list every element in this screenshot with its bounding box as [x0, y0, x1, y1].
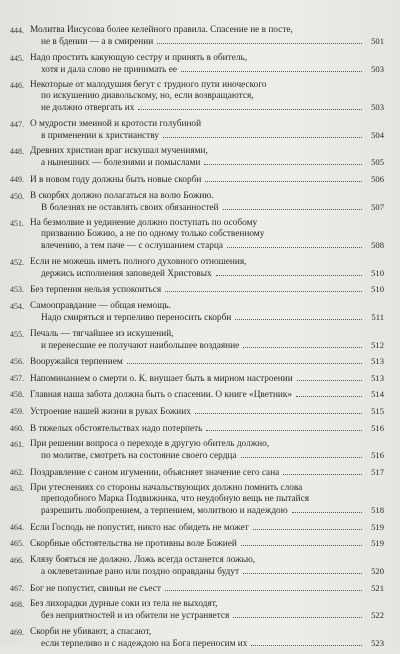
toc-entry — [10, 329, 384, 352]
entry-line — [30, 467, 384, 479]
entry-number: 446. — [10, 81, 24, 91]
entry-number: 460. — [10, 423, 24, 433]
entry-body — [30, 218, 384, 252]
page-number: 510 — [371, 284, 384, 295]
entry-title-text: Устроение нашей жизни в руках Божиих — [30, 406, 191, 417]
entry-title-text: Надо смиряться и терпеливо переносить скорби — [41, 312, 232, 323]
entry-number: 456. — [10, 357, 24, 367]
entry-title-text: Молитва Иисусова более келейного правила. Спасение не в посте, — [30, 25, 293, 35]
dot-leader — [283, 474, 362, 475]
entry-line — [30, 439, 384, 450]
dot-leader — [163, 137, 362, 138]
entry-line — [30, 450, 384, 462]
page-number: 506 — [371, 173, 384, 184]
page-number: 515 — [371, 405, 384, 416]
page-number: 503 — [371, 102, 384, 113]
entry-line — [30, 202, 384, 214]
entry-line — [30, 583, 384, 595]
toc-entry — [10, 467, 384, 479]
toc-entry — [10, 284, 384, 296]
entry-number: 461. — [10, 440, 24, 450]
entry-number: 444. — [10, 26, 24, 35]
dot-leader — [292, 512, 362, 513]
dot-leader — [251, 645, 362, 646]
entry-line — [30, 505, 384, 517]
entry-number: 448. — [10, 147, 24, 157]
entry-number: 463. — [10, 484, 24, 494]
entry-line — [30, 599, 384, 610]
entry-title-text: В скорбях должно полагаться на волю Божию. — [30, 190, 214, 201]
entry-title-text: влечению, а тем паче — с ослушанием старца — [41, 241, 223, 252]
page-number: 523 — [371, 637, 384, 648]
toc-entry — [10, 538, 384, 550]
entry-line — [30, 566, 384, 578]
entry-number: 457. — [10, 373, 24, 383]
entry-body — [30, 627, 384, 650]
entry-number: 452. — [10, 257, 24, 267]
dot-leader — [235, 319, 362, 320]
entry-number: 468. — [10, 600, 24, 610]
entry-number: 465. — [10, 539, 24, 549]
entry-line — [30, 329, 384, 340]
entry-body — [30, 406, 384, 418]
entry-body — [30, 423, 384, 435]
entry-number: 464. — [10, 522, 24, 532]
toc-entry — [10, 191, 384, 214]
entry-body — [30, 467, 384, 479]
entry-line — [30, 218, 384, 229]
toc-entry — [10, 389, 384, 401]
entry-number: 453. — [10, 285, 24, 295]
page-number: 521 — [371, 582, 384, 593]
entry-body — [30, 53, 384, 76]
entry-line — [30, 555, 384, 566]
entry-title-text: Если не можешь иметь полного духовного отношения, — [30, 256, 247, 267]
entry-number: 451. — [10, 219, 24, 229]
dot-leader — [297, 380, 362, 381]
toc-entry — [10, 373, 384, 385]
page-number: 518 — [371, 505, 384, 516]
entry-line — [30, 406, 384, 418]
entry-title-text: При утеснениях со стороны начальствующих должно помнить слова — [30, 483, 303, 494]
entry-title-text: если терпеливо и с надеждою на Бога переносим их — [41, 638, 248, 649]
entry-number: 450. — [10, 191, 24, 201]
toc-entry — [10, 406, 384, 418]
entry-line — [30, 91, 384, 102]
entry-line — [30, 522, 384, 534]
toc-entry — [10, 555, 384, 578]
entry-body — [30, 301, 384, 324]
entry-title-text: без неприятностей и из обители не устраняется — [41, 611, 230, 622]
entry-line — [30, 36, 384, 48]
entry-title-text: И в новом году должны быть новые скорби — [30, 174, 202, 185]
entry-body — [30, 329, 384, 352]
entry-body — [30, 174, 384, 186]
entry-title-text: Печаль — тягчайшее из искушений, — [30, 328, 174, 339]
page-number: 504 — [371, 129, 384, 140]
entry-number: 445. — [10, 53, 24, 63]
entry-line — [30, 191, 384, 202]
entry-body — [30, 284, 384, 296]
entry-line — [30, 638, 384, 650]
entry-title-text: В болезнях не оставлять своих обязанностей — [41, 202, 219, 213]
entry-body — [30, 25, 384, 48]
entry-line — [30, 373, 384, 385]
toc-entry — [10, 218, 384, 252]
entry-title-text: разрешить любопрением, а терпением, молитвою и надеждою — [41, 506, 288, 517]
dot-leader — [205, 181, 362, 182]
entry-number: 447. — [10, 119, 24, 129]
entry-line — [30, 284, 384, 296]
entry-title-text: Бог не попустит, свиньи не съест — [30, 583, 161, 594]
dot-leader — [296, 396, 362, 397]
toc-entry — [10, 301, 384, 324]
entry-body — [30, 257, 384, 280]
entry-line — [30, 423, 384, 435]
page-number: 511 — [371, 311, 384, 322]
entry-number: 449. — [10, 174, 24, 184]
table-of-contents — [10, 25, 384, 654]
entry-body — [30, 599, 384, 622]
entry-number: 469. — [10, 627, 24, 637]
page-number: 505 — [371, 157, 384, 168]
toc-entry — [10, 146, 384, 169]
entry-title-text: Поздравление с саном игумении, объясняет значение сего сана — [30, 467, 280, 478]
entry-title-text: Вооружайся терпением — [30, 357, 123, 368]
entry-body — [30, 483, 384, 517]
entry-line — [30, 610, 384, 622]
dot-leader — [253, 529, 362, 530]
page-number: 514 — [371, 389, 384, 400]
entry-line — [30, 356, 384, 368]
page-number: 508 — [371, 240, 384, 251]
dot-leader — [157, 43, 362, 44]
entry-body — [30, 119, 384, 142]
toc-entry — [10, 174, 384, 186]
page-number: 516 — [371, 422, 384, 433]
entry-title-text: О мудрости змеиной и кротости голубиной — [30, 118, 202, 129]
entry-title-text: На безмолвие и уединение должно поступать по особому — [30, 218, 258, 229]
toc-entry — [10, 80, 384, 114]
entry-line — [30, 229, 384, 240]
toc-entry — [10, 439, 384, 462]
entry-title-text: Скорби не убивают, а спасают, — [30, 626, 152, 637]
entry-title-text: Надо простить какующую сестру и принять в обитель, — [30, 52, 248, 63]
page-number: 522 — [371, 610, 384, 621]
dot-leader — [204, 164, 362, 165]
entry-body — [30, 538, 384, 550]
entry-body — [30, 389, 384, 401]
page-number: 516 — [371, 450, 384, 461]
toc-entry — [10, 53, 384, 76]
dot-leader — [165, 590, 362, 591]
entry-number: 466. — [10, 556, 24, 566]
entry-number: 455. — [10, 329, 24, 339]
dot-leader — [181, 71, 362, 72]
entry-line — [30, 102, 384, 114]
dot-leader — [138, 109, 362, 110]
entry-title-text: Клязу бояться не должно. Ложь всегда останется ложью, — [30, 555, 256, 566]
dot-leader — [241, 545, 362, 546]
entry-title-text: и перенесшие ее получают наибольшее воздаяние — [41, 340, 240, 351]
dot-leader — [233, 617, 362, 618]
entry-number: 459. — [10, 406, 24, 416]
entry-body — [30, 80, 384, 114]
entry-title-text: Некоторые от малодушия бегут с трудного пути иноческого — [30, 80, 267, 91]
entry-body — [30, 439, 384, 462]
entry-title-text: Без лихорадки дурные соки из тела не выходят, — [30, 599, 218, 610]
entry-body — [30, 583, 384, 595]
toc-entry — [10, 119, 384, 142]
entry-line — [30, 119, 384, 130]
toc-entry — [10, 257, 384, 280]
entry-line — [30, 146, 384, 157]
page-number: 517 — [371, 466, 384, 477]
entry-line — [30, 627, 384, 638]
entry-body — [30, 555, 384, 578]
dot-leader — [243, 347, 362, 348]
entry-body — [30, 191, 384, 214]
entry-body — [30, 373, 384, 385]
dot-leader — [127, 363, 362, 364]
entry-title-text: не в бдении — а в смирении — [41, 37, 154, 47]
entry-number: 454. — [10, 301, 24, 311]
entry-title-text: а оклеветанные рано или поздно оправданы будут — [41, 567, 240, 578]
page-number: 513 — [371, 356, 384, 367]
entry-line — [30, 340, 384, 352]
entry-line — [30, 483, 384, 494]
entry-line — [30, 257, 384, 268]
entry-title-text: Без терпения нельзя успокоиться — [30, 285, 162, 296]
entry-line — [30, 494, 384, 505]
toc-entry — [10, 25, 384, 48]
entry-title-text: хотя и дала слово не принимать ее — [41, 64, 177, 75]
entry-title-text: преподобного Марка Подвижника, что неудобную вещь не пытайся — [41, 494, 310, 505]
entry-line — [30, 301, 384, 312]
entry-body — [30, 146, 384, 169]
toc-entry — [10, 599, 384, 622]
entry-line — [30, 538, 384, 550]
page-number: 519 — [371, 538, 384, 549]
dot-leader — [227, 247, 362, 248]
toc-entry — [10, 522, 384, 534]
dot-leader — [241, 457, 362, 458]
page-number: 519 — [371, 521, 384, 532]
entry-number: 467. — [10, 583, 24, 593]
toc-entry — [10, 356, 384, 368]
dot-leader — [243, 573, 362, 574]
entry-title-text: Самооправдание — общая немощь. — [30, 300, 171, 311]
page-number: 507 — [371, 201, 384, 212]
entry-line — [30, 174, 384, 186]
entry-title-text: по искушению диавольскому, но, если возвращаются, — [41, 91, 254, 102]
entry-line — [30, 268, 384, 280]
page-number: 501 — [371, 36, 384, 46]
entry-number: 458. — [10, 390, 24, 400]
entry-line — [30, 80, 384, 91]
entry-line — [30, 312, 384, 324]
dot-leader — [195, 413, 362, 414]
entry-title-text: Напоминанием о смерти о. К. внушает быть в мирном настроении — [30, 373, 293, 384]
page-number: 520 — [371, 566, 384, 577]
entry-title-text: В тяжелых обстоятельствах надо потерпеть — [30, 423, 203, 434]
entry-title-text: Главная наша забота должна быть о спасении. О книге «Цветник» — [30, 390, 293, 401]
entry-title-text: При решении вопроса о переходе в другую обитель должно, — [30, 439, 270, 450]
entry-title-text: держись исполнения заповедей Христовых — [41, 268, 212, 279]
dot-leader — [223, 209, 363, 210]
entry-body — [30, 522, 384, 534]
entry-line — [30, 389, 384, 401]
toc-entry — [10, 627, 384, 650]
page-number: 513 — [371, 372, 384, 383]
page-number: 503 — [371, 63, 384, 74]
toc-entry — [10, 423, 384, 435]
entry-number: 462. — [10, 467, 24, 477]
entry-title-text: в применении к христианству — [41, 130, 159, 141]
entry-title-text: а нынешних — болезнями и помыслами — [41, 158, 201, 169]
toc-entry — [10, 483, 384, 517]
page-number: 510 — [371, 267, 384, 278]
dot-leader — [206, 430, 362, 431]
entry-title-text: по молитве, смотреть на состояние своего сердца — [41, 451, 237, 462]
entry-title-text: призванию Божию, а не по одному только собственному — [41, 229, 265, 240]
toc-entry — [10, 583, 384, 595]
entry-line — [30, 157, 384, 169]
entry-title-text: не должно отвергать их — [41, 103, 135, 114]
dot-leader — [165, 291, 362, 292]
entry-line — [30, 25, 384, 36]
entry-line — [30, 240, 384, 252]
entry-body — [30, 356, 384, 368]
entry-title-text: Если Господь не попустит, никто нас обидеть не может — [30, 522, 249, 533]
entry-title-text: Скорбные обстоятельства не противны воле Божией — [30, 539, 237, 550]
page-number: 512 — [371, 339, 384, 350]
entry-line — [30, 130, 384, 142]
entry-line — [30, 53, 384, 64]
dot-leader — [216, 275, 362, 276]
entry-title-text: Древних христиан враг искушал мучениями, — [30, 146, 208, 157]
entry-line — [30, 64, 384, 76]
